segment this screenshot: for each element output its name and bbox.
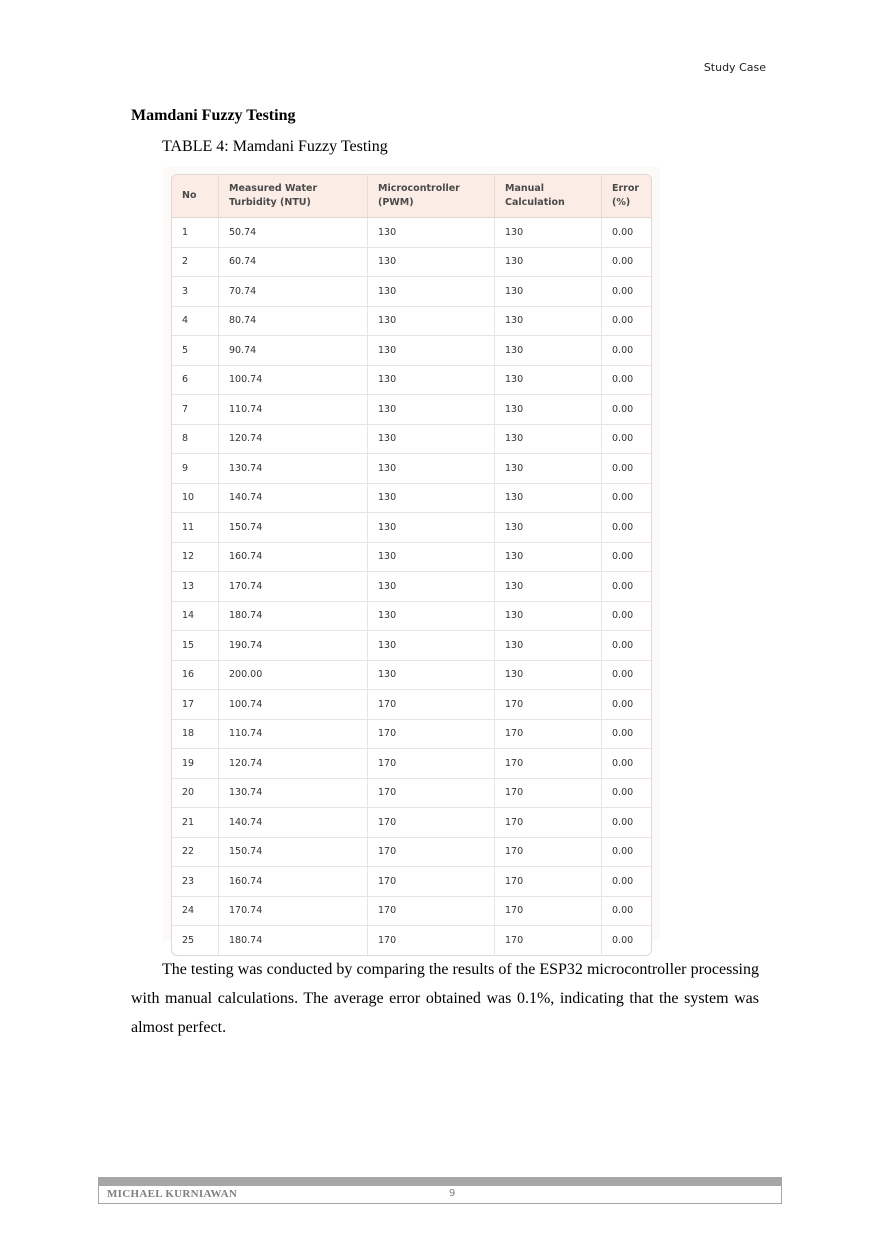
turbidity-cell: 200.00 — [219, 661, 368, 691]
row-number-cell: 23 — [172, 867, 219, 897]
error-cell: 0.00 — [602, 277, 651, 307]
turbidity-cell: 130.74 — [219, 779, 368, 809]
table-row — [172, 926, 651, 955]
manual-calc-cell: 130 — [495, 307, 602, 337]
error-cell: 0.00 — [602, 395, 651, 425]
row-number-cell: 14 — [172, 602, 219, 632]
table-row — [172, 218, 651, 248]
turbidity-cell: 90.74 — [219, 336, 368, 366]
manual-calc-cell: 130 — [495, 425, 602, 455]
pwm-cell: 130 — [368, 631, 495, 661]
table-row — [172, 779, 651, 809]
pwm-cell: 170 — [368, 690, 495, 720]
table-row — [172, 425, 651, 455]
error-cell: 0.00 — [602, 661, 651, 691]
header-cell — [602, 175, 651, 218]
table-body — [172, 218, 651, 955]
turbidity-cell: 100.74 — [219, 366, 368, 396]
turbidity-cell: 140.74 — [219, 808, 368, 838]
manual-calc-cell: 130 — [495, 248, 602, 278]
row-number-cell: 15 — [172, 631, 219, 661]
manual-calc-cell: 170 — [495, 720, 602, 750]
error-cell: 0.00 — [602, 720, 651, 750]
error-cell: 0.00 — [602, 218, 651, 248]
table-row — [172, 395, 651, 425]
table-row — [172, 336, 651, 366]
footer-bar — [98, 1177, 782, 1186]
error-cell: 0.00 — [602, 897, 651, 927]
footer-author: MICHAEL KURNIAWAN — [107, 1188, 238, 1200]
header-label-line: (%) — [612, 197, 631, 208]
pwm-cell: 170 — [368, 779, 495, 809]
row-number-cell: 5 — [172, 336, 219, 366]
pwm-cell: 170 — [368, 838, 495, 868]
row-number-cell: 20 — [172, 779, 219, 809]
manual-calc-cell: 130 — [495, 631, 602, 661]
turbidity-cell: 180.74 — [219, 602, 368, 632]
row-number-cell: 18 — [172, 720, 219, 750]
manual-calc-cell: 170 — [495, 690, 602, 720]
page-number: 9 — [449, 1188, 456, 1199]
row-number-cell: 1 — [172, 218, 219, 248]
header-label-line: Turbidity (NTU) — [229, 197, 311, 208]
error-cell: 0.00 — [602, 366, 651, 396]
body-paragraph — [131, 955, 759, 1042]
row-number-cell: 2 — [172, 248, 219, 278]
error-cell: 0.00 — [602, 838, 651, 868]
row-number-cell: 21 — [172, 808, 219, 838]
pwm-cell: 130 — [368, 366, 495, 396]
table-row — [172, 749, 651, 779]
error-cell: 0.00 — [602, 513, 651, 543]
row-number-cell: 9 — [172, 454, 219, 484]
turbidity-cell: 180.74 — [219, 926, 368, 955]
error-cell: 0.00 — [602, 336, 651, 366]
manual-calc-cell: 130 — [495, 602, 602, 632]
table-row — [172, 838, 651, 868]
table-row — [172, 454, 651, 484]
row-number-cell: 10 — [172, 484, 219, 514]
footer — [98, 1186, 782, 1204]
manual-calc-cell: 130 — [495, 454, 602, 484]
pwm-cell: 130 — [368, 336, 495, 366]
header-cell — [172, 175, 219, 218]
table-row — [172, 277, 651, 307]
manual-calc-cell: 130 — [495, 543, 602, 573]
error-cell: 0.00 — [602, 543, 651, 573]
row-number-cell: 19 — [172, 749, 219, 779]
table-row — [172, 366, 651, 396]
manual-calc-cell: 130 — [495, 513, 602, 543]
turbidity-cell: 80.74 — [219, 307, 368, 337]
error-cell: 0.00 — [602, 602, 651, 632]
turbidity-cell: 70.74 — [219, 277, 368, 307]
row-number-cell: 3 — [172, 277, 219, 307]
turbidity-cell: 50.74 — [219, 218, 368, 248]
manual-calc-cell: 130 — [495, 218, 602, 248]
error-cell: 0.00 — [602, 749, 651, 779]
row-number-cell: 16 — [172, 661, 219, 691]
pwm-cell: 130 — [368, 572, 495, 602]
pwm-cell: 130 — [368, 661, 495, 691]
turbidity-cell: 100.74 — [219, 690, 368, 720]
row-number-cell: 24 — [172, 897, 219, 927]
table-row — [172, 720, 651, 750]
turbidity-cell: 60.74 — [219, 248, 368, 278]
manual-calc-cell: 170 — [495, 779, 602, 809]
header-cell — [368, 175, 495, 218]
header-label-line: Measured Water — [229, 183, 318, 194]
pwm-cell: 130 — [368, 307, 495, 337]
turbidity-cell: 120.74 — [219, 425, 368, 455]
header-label-line: (PWM) — [378, 197, 414, 208]
pwm-cell: 130 — [368, 425, 495, 455]
error-cell: 0.00 — [602, 454, 651, 484]
manual-calc-cell: 170 — [495, 749, 602, 779]
manual-calc-cell: 170 — [495, 897, 602, 927]
error-cell: 0.00 — [602, 808, 651, 838]
table-row — [172, 572, 651, 602]
pwm-cell: 130 — [368, 454, 495, 484]
row-number-cell: 4 — [172, 307, 219, 337]
header-label-line: Manual — [505, 183, 545, 194]
results-table — [171, 174, 652, 956]
section-title: Mamdani Fuzzy Testing — [131, 107, 296, 124]
pwm-cell: 130 — [368, 543, 495, 573]
table-row — [172, 543, 651, 573]
row-number-cell: 6 — [172, 366, 219, 396]
table-header-row — [172, 175, 651, 218]
turbidity-cell: 170.74 — [219, 572, 368, 602]
header-cell — [495, 175, 602, 218]
error-cell: 0.00 — [602, 572, 651, 602]
header-label-line: Calculation — [505, 197, 565, 208]
turbidity-cell: 120.74 — [219, 749, 368, 779]
error-cell: 0.00 — [602, 690, 651, 720]
error-cell: 0.00 — [602, 779, 651, 809]
manual-calc-cell: 170 — [495, 808, 602, 838]
table-row — [172, 513, 651, 543]
turbidity-cell: 110.74 — [219, 720, 368, 750]
manual-calc-cell: 130 — [495, 661, 602, 691]
row-number-cell: 11 — [172, 513, 219, 543]
table-image — [163, 167, 660, 946]
manual-calc-cell: 130 — [495, 277, 602, 307]
manual-calc-cell: 170 — [495, 926, 602, 955]
row-number-cell: 17 — [172, 690, 219, 720]
row-number-cell: 13 — [172, 572, 219, 602]
pwm-cell: 170 — [368, 926, 495, 955]
manual-calc-cell: 170 — [495, 838, 602, 868]
row-number-cell: 7 — [172, 395, 219, 425]
row-number-cell: 22 — [172, 838, 219, 868]
turbidity-cell: 150.74 — [219, 513, 368, 543]
manual-calc-cell: 130 — [495, 484, 602, 514]
row-number-cell: 8 — [172, 425, 219, 455]
pwm-cell: 170 — [368, 749, 495, 779]
table-row — [172, 867, 651, 897]
turbidity-cell: 110.74 — [219, 395, 368, 425]
error-cell: 0.00 — [602, 425, 651, 455]
turbidity-cell: 160.74 — [219, 867, 368, 897]
paragraph-text: The testing was conducted by comparing the results of the ESP32 microcontroller processing with manual calculations. The average error obtained was 0.1%, indicating that the system was almost perfect. — [131, 961, 759, 1036]
turbidity-cell: 190.74 — [219, 631, 368, 661]
pwm-cell: 130 — [368, 513, 495, 543]
table-caption: TABLE 4: Mamdani Fuzzy Testing — [162, 138, 388, 155]
table-row — [172, 808, 651, 838]
error-cell: 0.00 — [602, 484, 651, 514]
running-header: Study Case — [703, 61, 766, 74]
turbidity-cell: 150.74 — [219, 838, 368, 868]
pwm-cell: 130 — [368, 248, 495, 278]
pwm-cell: 130 — [368, 602, 495, 632]
error-cell: 0.00 — [602, 631, 651, 661]
turbidity-cell: 160.74 — [219, 543, 368, 573]
manual-calc-cell: 130 — [495, 395, 602, 425]
turbidity-cell: 140.74 — [219, 484, 368, 514]
table-row — [172, 307, 651, 337]
table-row — [172, 484, 651, 514]
pwm-cell: 130 — [368, 218, 495, 248]
pwm-cell: 170 — [368, 720, 495, 750]
table-row — [172, 248, 651, 278]
error-cell: 0.00 — [602, 307, 651, 337]
manual-calc-cell: 130 — [495, 572, 602, 602]
table-row — [172, 897, 651, 927]
pwm-cell: 130 — [368, 395, 495, 425]
row-number-cell: 25 — [172, 926, 219, 955]
pwm-cell: 170 — [368, 867, 495, 897]
row-number-cell: 12 — [172, 543, 219, 573]
turbidity-cell: 130.74 — [219, 454, 368, 484]
manual-calc-cell: 170 — [495, 867, 602, 897]
error-cell: 0.00 — [612, 934, 634, 946]
table-row — [172, 602, 651, 632]
table-row — [172, 690, 651, 720]
turbidity-cell: 170.74 — [219, 897, 368, 927]
manual-calc-cell: 130 — [495, 366, 602, 396]
table-row — [172, 631, 651, 661]
pwm-cell: 170 — [368, 897, 495, 927]
error-cell: 0.00 — [602, 248, 651, 278]
manual-calc-cell: 130 — [495, 336, 602, 366]
table-row — [172, 661, 651, 691]
header-label-line: Microcontroller — [378, 183, 460, 194]
pwm-cell: 130 — [368, 484, 495, 514]
header-label-line: No — [182, 190, 197, 201]
pwm-cell: 130 — [368, 277, 495, 307]
header-label-line: Error — [612, 183, 640, 194]
pwm-cell: 170 — [368, 808, 495, 838]
header-cell — [219, 175, 368, 218]
error-cell: 0.00 — [602, 867, 651, 897]
